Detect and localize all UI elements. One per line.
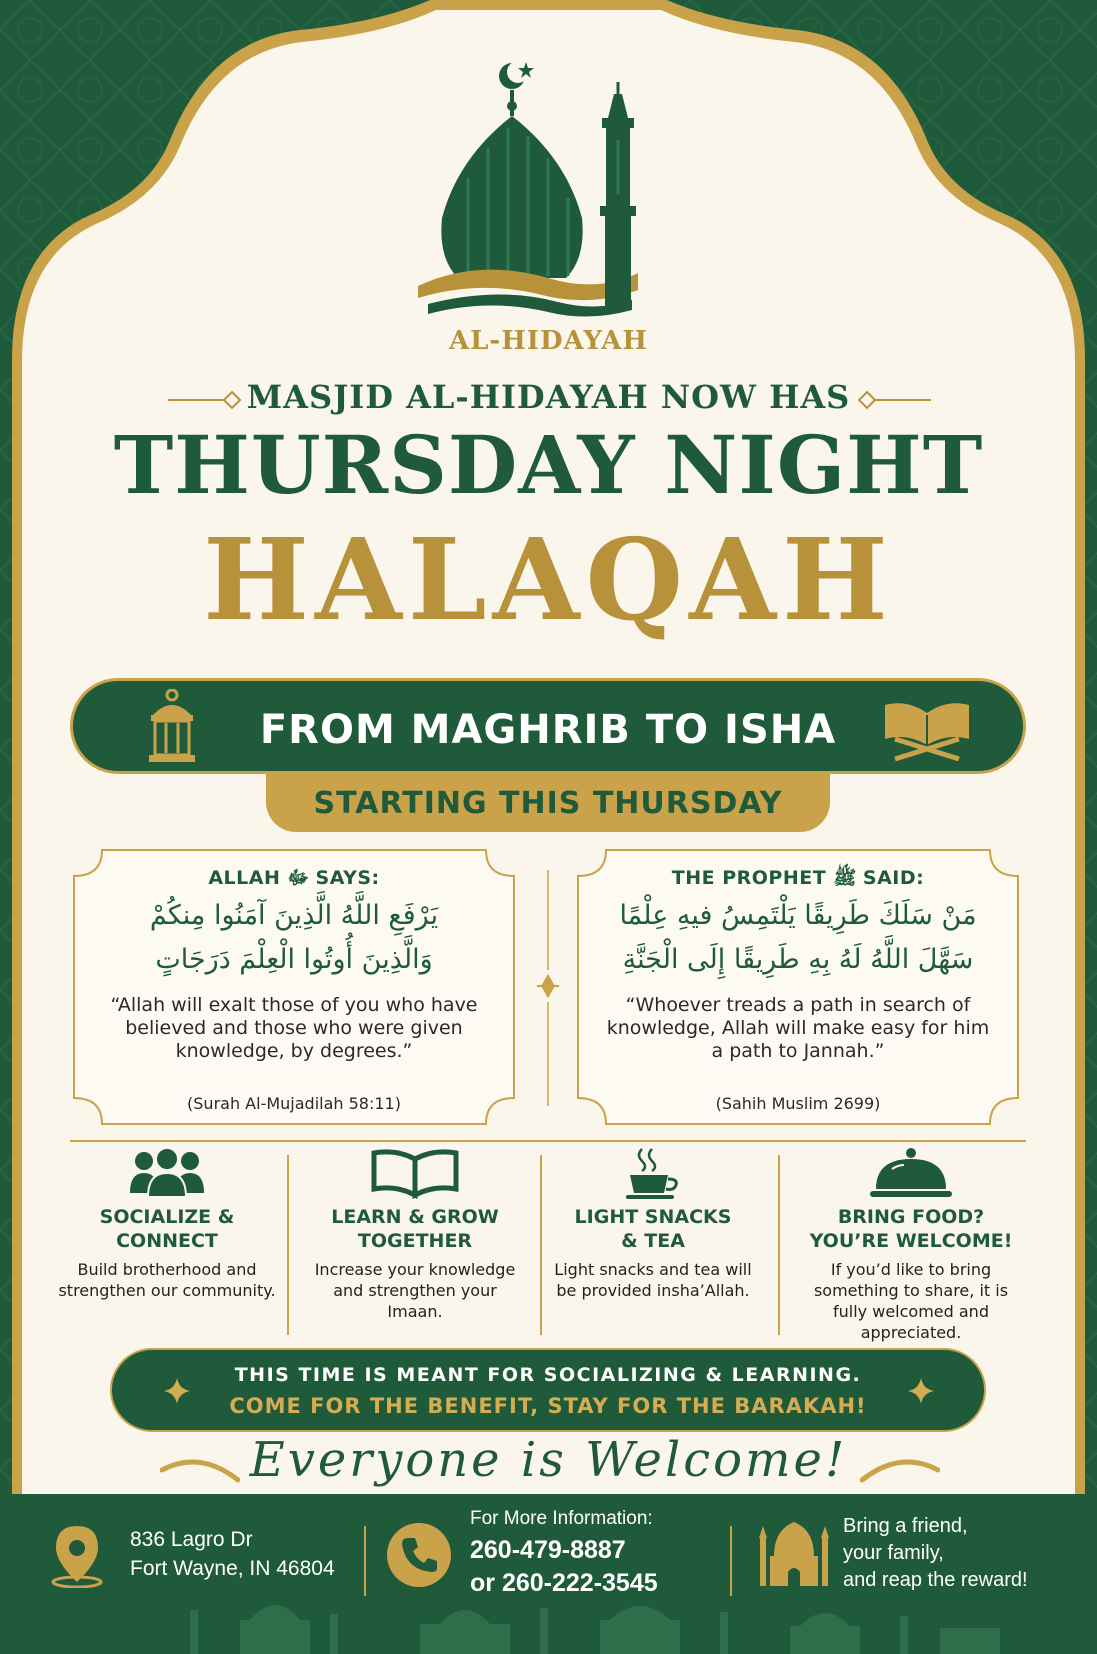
skyline-silhouette [0, 1590, 1097, 1654]
feature-snacks [538, 1145, 768, 1335]
bring-line-1: Bring a friend, [843, 1515, 968, 1537]
address-line-1: 836 Lagro Dr [130, 1528, 253, 1551]
swash-right-icon [860, 1450, 940, 1484]
open-quran-icon [881, 695, 973, 761]
quote-heading: THE PROPHET ﷺ SAID: [671, 867, 925, 889]
quote-heading: ALLAH ﷻ SAYS: [208, 867, 380, 889]
feature-title-line-1: BRING FOOD? [837, 1206, 985, 1228]
tea-cup-icon [624, 1147, 682, 1201]
start-tab [266, 774, 830, 832]
quote-english: “Allah will exalt those of you who have believed and those who were given knowledge, by degrees.” [110, 994, 478, 1062]
quran-quote-box [72, 848, 516, 1126]
feature-bring-food [796, 1145, 1026, 1342]
quote-reference: (Surah Al-Mujadilah 58:11) [187, 1094, 401, 1113]
phone-number-2[interactable]: or 260-222-3545 [470, 1569, 658, 1597]
quote-arabic-line-1: يَرْفَعِ اللَّهُ الَّذِينَ آمَنُوا مِنكُمْ [149, 900, 439, 931]
feature-description: Light snacks and tea will be provided insha’Allah. [554, 1260, 752, 1300]
feature-socialize [52, 1145, 282, 1335]
feature-title-line-2: TOGETHER [357, 1230, 473, 1252]
quote-arabic-line-2: وَالَّذِينَ أُوتُوا الْعِلْمَ دَرَجَاتٍ [155, 944, 433, 975]
title-halaqah: HALAQAH [203, 515, 894, 646]
feature-title [52, 1205, 282, 1253]
footer-divider [364, 1526, 366, 1596]
mosque-small-icon [756, 1512, 832, 1588]
title-thursday-night: THURSDAY NIGHT [113, 418, 984, 512]
feature-title-line-1: LEARN & GROW [331, 1206, 499, 1228]
address-line-2: Fort Wayne, IN 46804 [130, 1557, 335, 1580]
time-banner-text: FROM MAGHRIB TO ISHA [259, 707, 837, 753]
feature-title [538, 1205, 768, 1253]
feature-description: Build brotherhood and strengthen our community. [58, 1260, 276, 1300]
feature-learn [300, 1145, 530, 1335]
feature-title-line-2: & TEA [621, 1230, 685, 1252]
feature-title-line-1: SOCIALIZE & [99, 1206, 235, 1228]
feature-divider [778, 1155, 780, 1335]
sparkle-right-icon [908, 1378, 934, 1404]
feature-description: If you’d like to bring something to share, it is fully welcomed and appreciated. [813, 1260, 1009, 1342]
section-divider [70, 1140, 1026, 1142]
start-tab-text: STARTING THIS THURSDAY [313, 786, 783, 821]
quote-arabic-line-1: مَنْ سَلَكَ طَرِيقًا يَلْتَمِسُ فيهِ عِلْمًا [619, 900, 977, 931]
feature-title [300, 1205, 530, 1253]
hadith-quote-box [576, 848, 1020, 1126]
time-banner [70, 678, 1026, 774]
pre-title: MASJID AL-HIDAYAH NOW HAS [246, 378, 851, 416]
quote-arabic-line-2: سَهَّلَ اللَّهُ لَهُ بِهِ طَرِيقًا إِلَى الْجَنَّةِ [622, 944, 974, 975]
feature-description: Increase your knowledge and strengthen your Imaan. [314, 1260, 516, 1321]
food-cloche-icon [868, 1147, 954, 1201]
brand-name: AL-HIDAYAH [448, 326, 649, 356]
quote-reference: (Sahih Muslim 2699) [715, 1094, 881, 1113]
feature-title-line-2: YOU’RE WELCOME! [809, 1230, 1013, 1252]
bring-line-3: and reap the reward! [843, 1569, 1028, 1591]
phone-icon [386, 1522, 452, 1588]
feature-divider [287, 1155, 289, 1335]
footer-divider [730, 1526, 732, 1596]
crescent-star-icon [499, 61, 534, 89]
benefit-line-2: COME FOR THE BENEFIT, STAY FOR THE BARAKAH! [229, 1394, 867, 1418]
center-divider-ornament [533, 870, 563, 1106]
bring-line-2: your family, [843, 1542, 944, 1564]
info-label: For More Information: [470, 1508, 653, 1529]
phone-number-1[interactable]: 260-479-8887 [470, 1536, 626, 1564]
feature-title-line-1: LIGHT SNACKS [574, 1206, 732, 1228]
benefit-banner [110, 1348, 986, 1432]
benefit-line-1: THIS TIME IS MEANT FOR SOCIALIZING & LEARNING. [234, 1364, 862, 1386]
people-icon [128, 1147, 206, 1197]
feature-title [796, 1205, 1026, 1253]
book-icon [370, 1149, 460, 1199]
welcome-text: Everyone is Welcome! [249, 1432, 848, 1488]
mosque-logo [418, 58, 680, 326]
minaret-icon [600, 82, 636, 306]
quote-english: “Whoever treads a path in search of knowledge, Allah will make easy for him a path to Jannah.” [606, 994, 990, 1062]
feature-title-line-2: CONNECT [116, 1230, 218, 1252]
location-pin-icon [48, 1524, 106, 1588]
